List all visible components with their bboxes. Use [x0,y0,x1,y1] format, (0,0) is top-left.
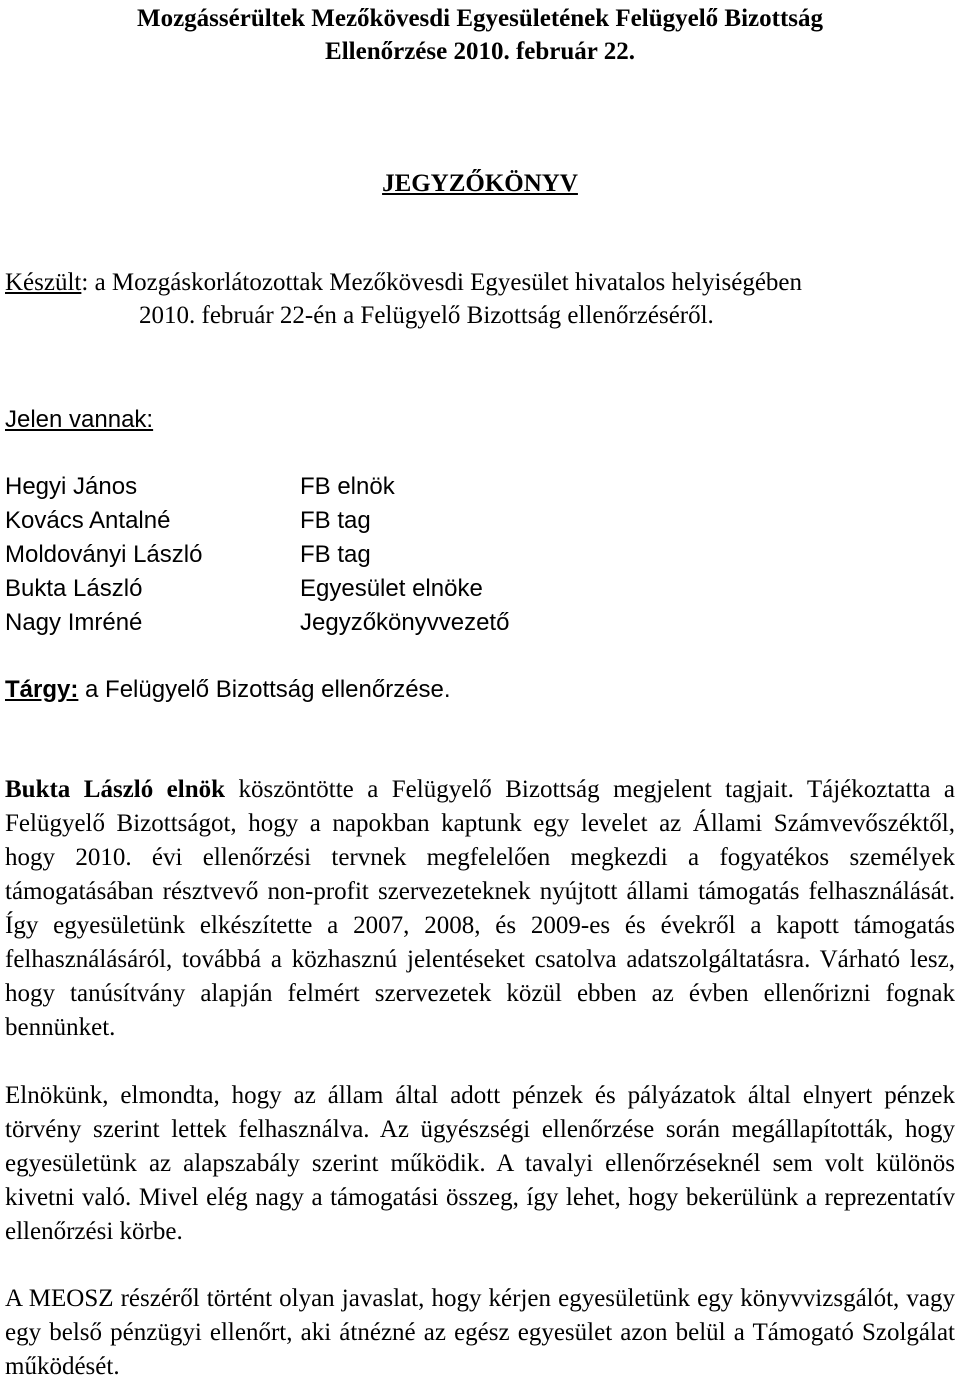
document-title [5,0,955,68]
body-paragraph-3: A MEOSZ részéről történt olyan javaslat, hogy kérjen egyesületünk egy könyvvizsgálót, vagy egy belső pénzügyi ellenőrt, aki átnézné az egész egyesület azon belül a Támogató Szolgálat működését. [5,1285,955,1380]
attendee-role: Jegyzőkönyvvezető [300,609,510,636]
attendee-name: Kovács Antalné [5,507,171,534]
speaker-name: Bukta László elnök [5,776,226,803]
attendee-row [5,572,805,606]
attendee-role: FB tag [300,507,371,534]
attendee-list [5,470,805,640]
paragraph-1-text: köszöntötte a Felügyelő Bizottság megjelent tagjait. Tájékoztatta a Felügyelő Bizottságot, hogy a napokban kaptunk egy levelet az Állami Számvevőszéktől, hogy 2010. évi ellenőrzési tervnek megfelelően megkezdi a fogyatékos személyek támogatásában résztvevő non-profit szervezeteknek nyújtott állami támogatás felhasználását. Így egyesületünk elkészítette a 2007, 2008, és 2009-es és évekről a kapott támogatás felhasználásáról, továbbá a közhasznú jelentéseket csatolva adatszolgáltatásra. Várható lesz, hogy tanúsítvány alapján felmért szervezetek közül ebben az évben ellenőrizni fognak bennünket. [5,776,955,1041]
intro-text-line-1: : a Mozgáskorlátozottak Mezőkövesdi Egyesület hivatalos helyiségében [81,269,803,296]
subject-line [5,673,451,706]
intro-text-line-2: 2010. február 22-én a Felügyelő Bizottság ellenőrzéséről. [139,302,714,329]
attendee-name: Hegyi János [5,473,138,500]
attendee-role: FB tag [300,541,371,568]
attendee-row [5,606,805,640]
document-type-heading: JEGYZŐKÖNYV [382,170,578,197]
attendee-row [5,470,805,504]
body-paragraph-2: Elnökünk, elmondta, hogy az állam által adott pénzek és pályázatok által elnyert pénzek törvény szerint lettek felhasználva. Az ügyészségi ellenőrzése során megállapították, hogy egyesületünk az alapszabály szerint működik. A tavalyi ellenőrzéseknél sem volt különös kivetni való. Mivel elég nagy a támogatási összeg, így lehet, hogy bekerülünk a reprezentatív ellenőrzési körbe. [5,1082,955,1245]
subject-text: a Felügyelő Bizottság ellenőrzése. [78,676,451,703]
body-paragraph-1 [5,773,955,1045]
attendee-role: FB elnök [300,473,395,500]
intro-label: Készült [5,269,82,296]
intro-paragraph [5,266,950,332]
attendee-name: Moldoványi László [5,541,203,568]
title-line-1: Mozgássérültek Mezőkövesdi Egyesületének Felügyelő Bizottság [136,5,823,32]
attendee-row [5,538,805,572]
present-heading: Jelen vannak: [5,406,154,433]
subject-label: Tárgy: [5,676,79,703]
attendee-row [5,504,805,538]
attendee-role: Egyesület elnöke [300,575,483,602]
title-line-2: Ellenőrzése 2010. február 22. [325,38,635,65]
attendee-name: Bukta László [5,575,143,602]
attendee-name: Nagy Imréné [5,609,143,636]
